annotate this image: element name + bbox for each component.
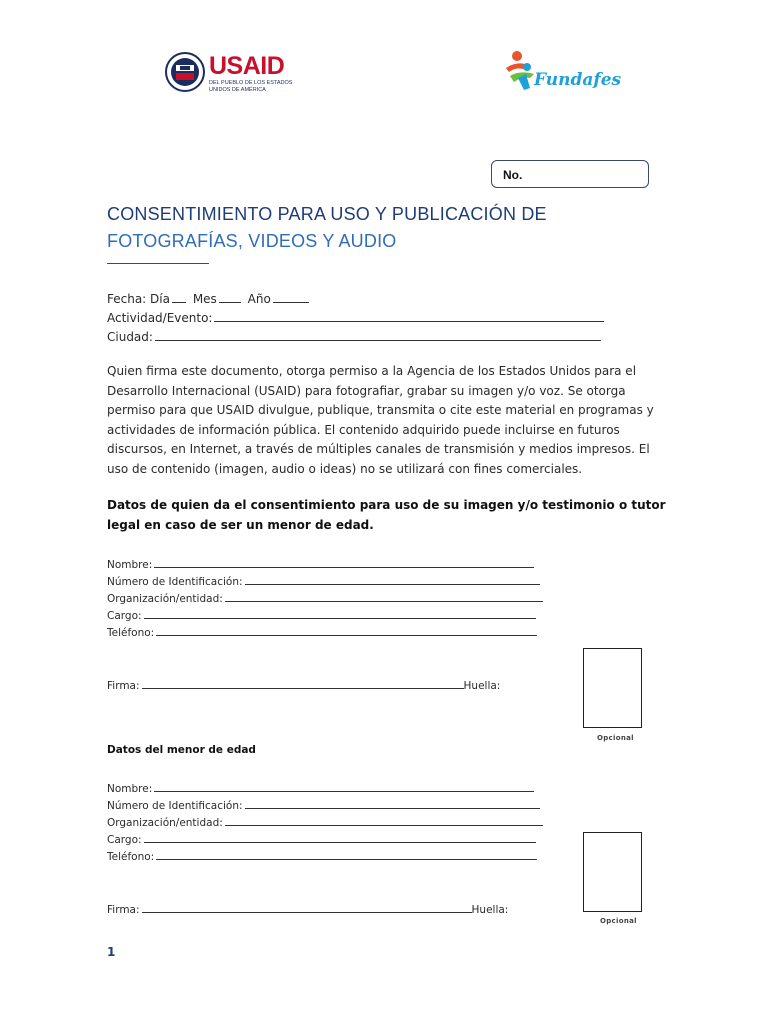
s2-position-field[interactable]: Cargo: (107, 831, 536, 846)
s1-id-field[interactable]: Número de Identificación: (107, 573, 540, 588)
s1-organization-field[interactable]: Organización/entidad: (107, 590, 543, 605)
city-field[interactable]: Ciudad: (107, 329, 601, 344)
s2-id-field[interactable]: Número de Identificación: (107, 797, 540, 812)
s1-name-field[interactable]: Nombre: (107, 556, 534, 571)
s2-name-field[interactable]: Nombre: (107, 780, 534, 795)
s2-optional-label: Opcional (600, 917, 637, 925)
section2-heading: Datos del menor de edad (107, 744, 256, 756)
fundafes-logo (500, 48, 640, 98)
fundafes-wordmark: Fundafes (534, 70, 622, 90)
document-title-line2: FOTOGRAFÍAS, VIDEOS Y AUDIO (107, 231, 397, 251)
activity-field[interactable]: Actividad/Evento: (107, 310, 604, 325)
s2-signature-field[interactable]: Firma: Huella: (107, 901, 508, 916)
s2-organization-field[interactable]: Organización/entidad: (107, 814, 543, 829)
s2-phone-field[interactable]: Teléfono: (107, 848, 537, 863)
s1-signature-field[interactable]: Firma: Huella: (107, 677, 500, 692)
s2-fingerprint-box[interactable] (583, 832, 642, 912)
document-number-box[interactable] (491, 160, 649, 188)
number-label: No. (503, 168, 523, 182)
document-title-line1: CONSENTIMIENTO PARA USO Y PUBLICACIÓN DE (107, 204, 547, 224)
title-underline (107, 263, 209, 264)
s1-position-field[interactable]: Cargo: (107, 607, 536, 622)
usaid-seal-icon (165, 52, 205, 92)
usaid-wordmark: USAID (209, 52, 285, 80)
usaid-logo (165, 50, 305, 100)
usaid-subtitle: DEL PUEBLO DE LOS ESTADOS UNIDOS DE AMÉRICA (209, 80, 293, 93)
s1-fingerprint-box[interactable] (583, 648, 642, 728)
page-number: 1 (107, 945, 116, 959)
consent-paragraph: Quien firma este documento, otorga permiso a la Agencia de los Estados Unidos para el Desarrollo Internacional (USAID) para fotografiar, grabar su imagen y/o voz. Se otorga permiso para que USAID divulgue, publique, transmita o cite este material en programas y actividades de información pública. El contenido adquirido puede incluirse en futuros discursos, en Internet, a través de múltiples canales de transmisión y medios impresos. El uso de contenido (imagen, audio o ideas) no se utilizará con fines comerciales. (107, 364, 654, 476)
s1-phone-field[interactable]: Teléfono: (107, 624, 537, 639)
section1-heading-line1: Datos de quien da el consentimiento para uso de su imagen y/o testimonio o tutor (107, 498, 666, 512)
s1-optional-label: Opcional (597, 734, 634, 742)
date-field[interactable]: Fecha: Día Mes Año (107, 291, 309, 306)
section1-heading-line2: legal en caso de ser un menor de edad. (107, 518, 374, 532)
